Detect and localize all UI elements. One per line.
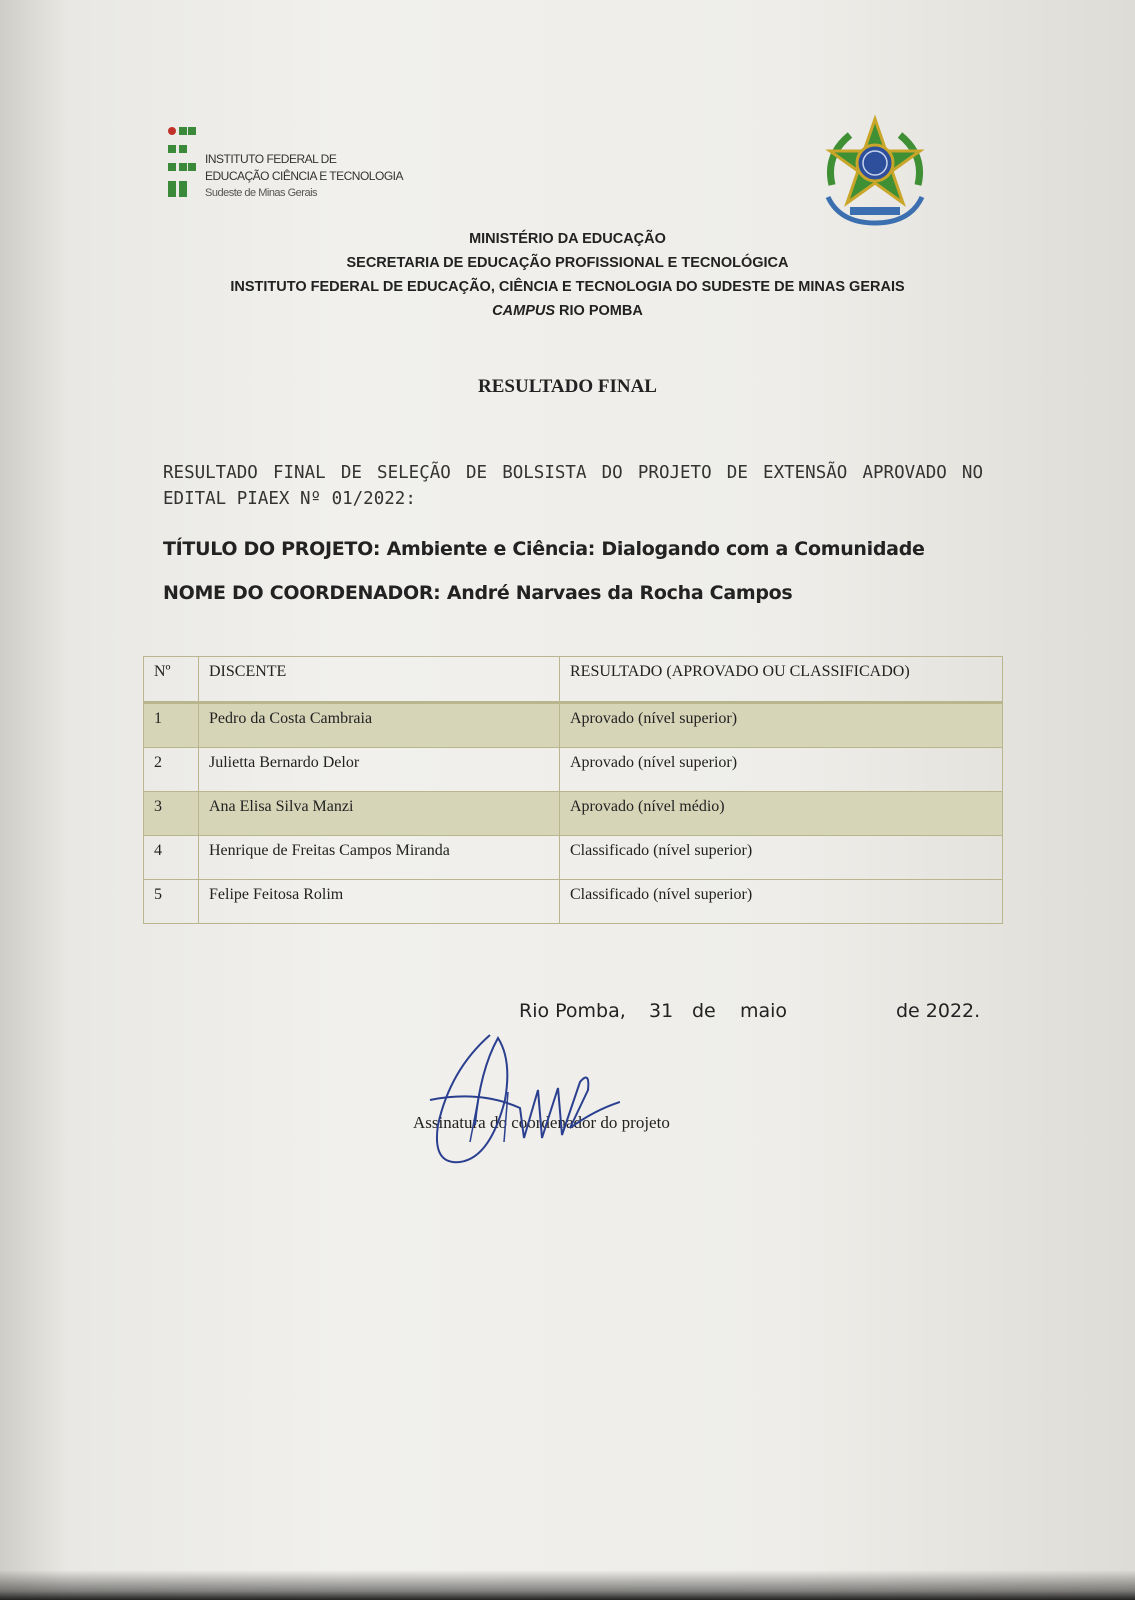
brazil-coat-of-arms-icon [820,115,930,230]
project-title [163,538,925,560]
row-student: Ana Elisa Silva Manzi [199,792,560,836]
row-number: 3 [144,792,199,836]
logo-red-dot [168,127,176,135]
row-student: Felipe Feitosa Rolim [199,880,560,924]
institute-logo [168,127,403,207]
table-header-row [144,657,1003,703]
table-row [144,792,1003,836]
table-row [144,880,1003,924]
row-number: 5 [144,880,199,924]
ministry-line: MINISTÉRIO DA EDUCAÇÃO [469,231,666,247]
campus-name: RIO POMBA [559,303,643,319]
date-year: de 2022. [896,1000,981,1022]
date-city: Rio Pomba, [519,1000,626,1022]
project-title-value: Ambiente e Ciência: Dialogando com a Comunidade [386,538,925,560]
signature-label: Assinatura do coordenador do projeto [413,1113,670,1132]
coordinator-name [163,582,792,604]
row-student: Pedro da Costa Cambraia [199,703,560,748]
row-result: Classificado (nível superior) [560,880,1003,924]
row-result: Classificado (nível superior) [560,836,1003,880]
project-title-label: TÍTULO DO PROJETO: [163,538,381,560]
coordinator-label: NOME DO COORDENADOR: [163,582,441,604]
date-de: de [692,1000,716,1022]
row-number: 2 [144,748,199,792]
date-month: maio [740,1000,788,1022]
secretariat-line: SECRETARIA DE EDUCAÇÃO PROFISSIONAL E TECNOLÓGICA [346,255,789,271]
row-number: 4 [144,836,199,880]
row-number: 1 [144,703,199,748]
institute-line: INSTITUTO FEDERAL DE EDUCAÇÃO, CIÊNCIA E TECNOLOGIA DO SUDESTE DE MINAS GERAIS [230,279,905,295]
header-student: DISCENTE [199,657,560,703]
logo-line-1: INSTITUTO FEDERAL DE [205,152,337,166]
table-row [144,748,1003,792]
table-row [144,836,1003,880]
results-table [143,656,1003,924]
date-day: 31 [649,1000,674,1022]
logo-line-2: EDUCAÇÃO CIÊNCIA E TECNOLOGIA [205,169,403,183]
campus-italic: CAMPUS [492,303,556,319]
document-header [0,227,1135,323]
row-student: Julietta Bernardo Delor [199,748,560,792]
page-bottom-shadow [0,1570,1135,1600]
row-result: Aprovado (nível superior) [560,703,1003,748]
page-title: RESULTADO FINAL [478,376,657,397]
row-student: Henrique de Freitas Campos Miranda [199,836,560,880]
header-result: RESULTADO (APROVADO OU CLASSIFICADO) [560,657,1003,703]
logo-line-3: Sudeste de Minas Gerais [205,187,318,199]
intro-paragraph: RESULTADO FINAL DE SELEÇÃO DE BOLSISTA DO PROJETO DE EXTENSÃO APROVADO NO EDITAL PIAEX Nº 01/2022: [163,463,983,509]
row-result: Aprovado (nível médio) [560,792,1003,836]
handwritten-signature [420,1030,620,1175]
table-row [144,703,1003,748]
row-result: Aprovado (nível superior) [560,748,1003,792]
campus-line [0,299,1135,323]
coordinator-value: André Narvaes da Rocha Campos [446,582,793,604]
header-number: Nº [144,657,199,703]
